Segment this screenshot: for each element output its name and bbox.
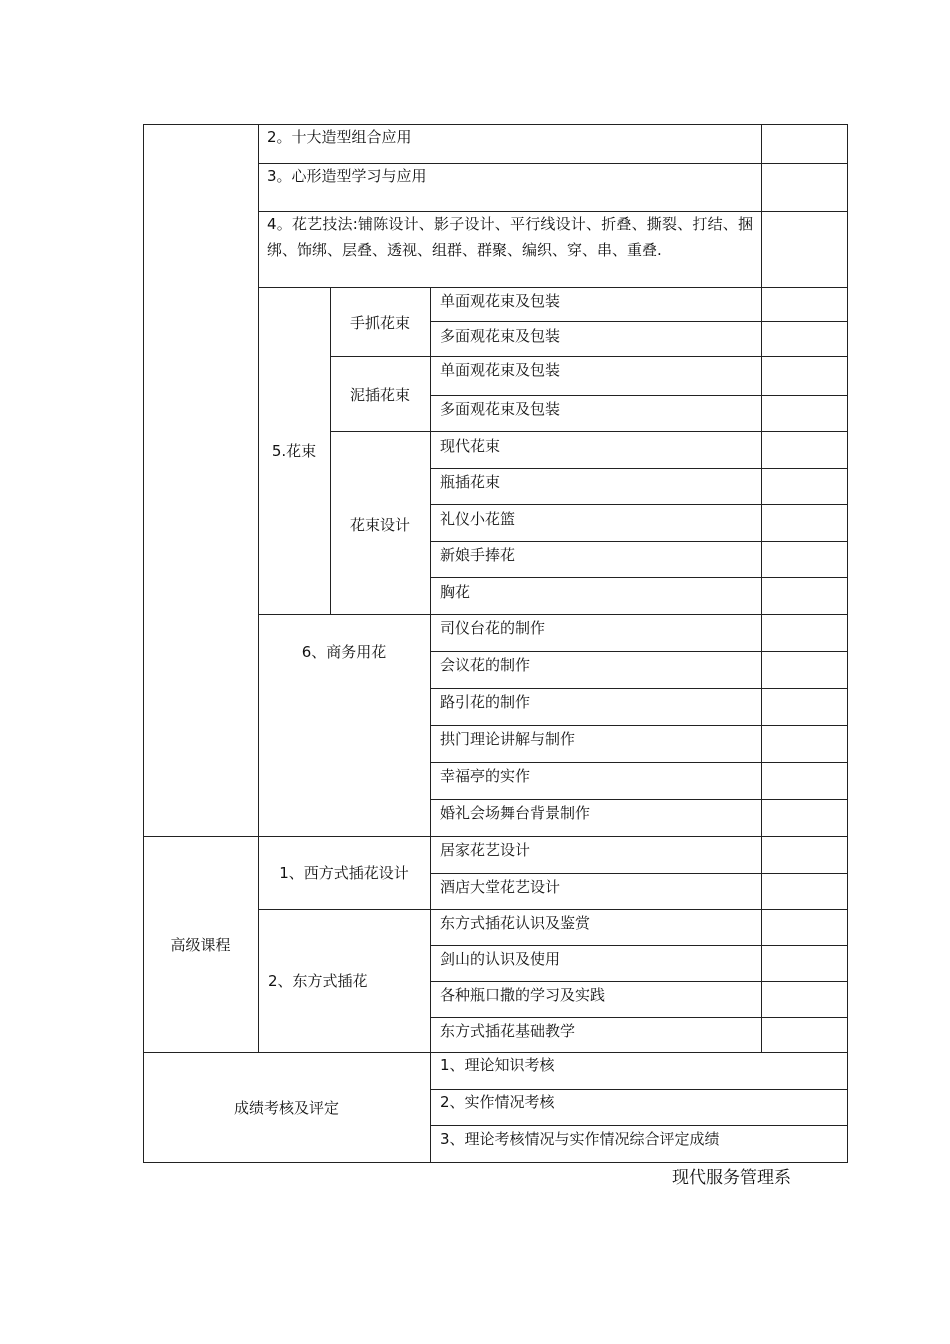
row-divider	[258, 614, 848, 615]
assessment-item: 2、实作情况考核	[440, 1093, 555, 1111]
business-item: 司仪台花的制作	[440, 619, 546, 637]
eastern-item: 各种瓶口撒的学习及实践	[440, 986, 606, 1004]
hand-bouquet-item: 单面观花束及包装	[440, 292, 561, 310]
table-border	[143, 124, 144, 1163]
row-divider	[430, 799, 848, 800]
row-divider	[430, 1125, 848, 1126]
department-footer: 现代服务管理系	[672, 1168, 791, 1188]
western-item: 居家花艺设计	[440, 841, 531, 859]
column-divider	[258, 124, 259, 1053]
table-border	[847, 124, 848, 1163]
course-item-4: 4。花艺技法:铺陈设计、影子设计、平行线设计、折叠、撕裂、打结、捆绑、饰绑、层叠、透视、组群、群聚、编织、穿、串、重叠.	[267, 215, 753, 259]
bouquet-design-item: 现代花束	[440, 437, 501, 455]
course-item-3: 3。心形造型学习与应用	[267, 167, 427, 185]
mud-bouquet-item: 多面观花束及包装	[440, 400, 561, 418]
row-divider	[258, 909, 848, 910]
column-divider	[330, 287, 331, 615]
column-divider	[430, 287, 431, 1163]
mud-bouquet-item: 单面观花束及包装	[440, 361, 561, 379]
advanced-course-label: 高级课程	[170, 936, 231, 954]
bouquet-design-item: 胸花	[440, 583, 471, 601]
table-border	[143, 124, 848, 125]
row-divider	[143, 1052, 848, 1053]
row-divider	[430, 1089, 848, 1090]
eastern-item: 东方式插花认识及鉴赏	[440, 914, 591, 932]
row-divider	[430, 945, 848, 946]
hand-bouquet-item: 多面观花束及包装	[440, 327, 561, 345]
eastern-item: 剑山的认识及使用	[440, 950, 561, 968]
row-divider	[430, 504, 848, 505]
business-section-label: 6、商务用花	[301, 643, 387, 661]
row-divider	[258, 287, 848, 288]
row-divider	[330, 356, 848, 357]
row-divider	[430, 321, 848, 322]
assessment-item: 3、理论考核情况与实作情况综合评定成绩	[440, 1130, 720, 1148]
eastern-arrangement-label: 2、东方式插花	[268, 972, 368, 990]
row-divider	[430, 725, 848, 726]
business-item: 婚礼会场舞台背景制作	[440, 804, 591, 822]
bouquet-design-item: 瓶插花束	[440, 473, 501, 491]
business-item: 拱门理论讲解与制作	[440, 730, 576, 748]
bouquet-design-item: 礼仪小花篮	[440, 510, 516, 528]
business-item: 路引花的制作	[440, 693, 531, 711]
row-divider	[430, 577, 848, 578]
row-divider	[430, 468, 848, 469]
row-divider	[430, 1017, 848, 1018]
row-divider	[430, 541, 848, 542]
row-divider	[430, 651, 848, 652]
western-arrangement-label: 1、西方式插花设计	[279, 864, 409, 882]
table-border	[143, 1162, 848, 1163]
assessment-label: 成绩考核及评定	[233, 1099, 339, 1117]
eastern-item: 东方式插花基础教学	[440, 1022, 576, 1040]
row-divider	[430, 688, 848, 689]
row-divider	[143, 836, 848, 837]
bouquet-design-label: 花束设计	[349, 516, 410, 534]
bouquet-design-item: 新娘手捧花	[440, 546, 516, 564]
business-item: 幸福亭的实作	[440, 767, 531, 785]
row-divider	[430, 395, 848, 396]
column-divider	[761, 124, 762, 1053]
course-item-2: 2。十大造型组合应用	[267, 128, 412, 146]
bouquet-section-label: 5.花束	[271, 442, 317, 460]
row-divider	[330, 431, 848, 432]
mud-bouquet-label: 泥插花束	[349, 386, 410, 404]
business-item: 会议花的制作	[440, 656, 531, 674]
western-item: 酒店大堂花艺设计	[440, 878, 561, 896]
row-divider	[430, 873, 848, 874]
assessment-item: 1、理论知识考核	[440, 1056, 555, 1074]
row-divider	[258, 163, 848, 164]
row-divider	[430, 762, 848, 763]
hand-bouquet-label: 手抓花束	[349, 314, 410, 332]
row-divider	[430, 981, 848, 982]
